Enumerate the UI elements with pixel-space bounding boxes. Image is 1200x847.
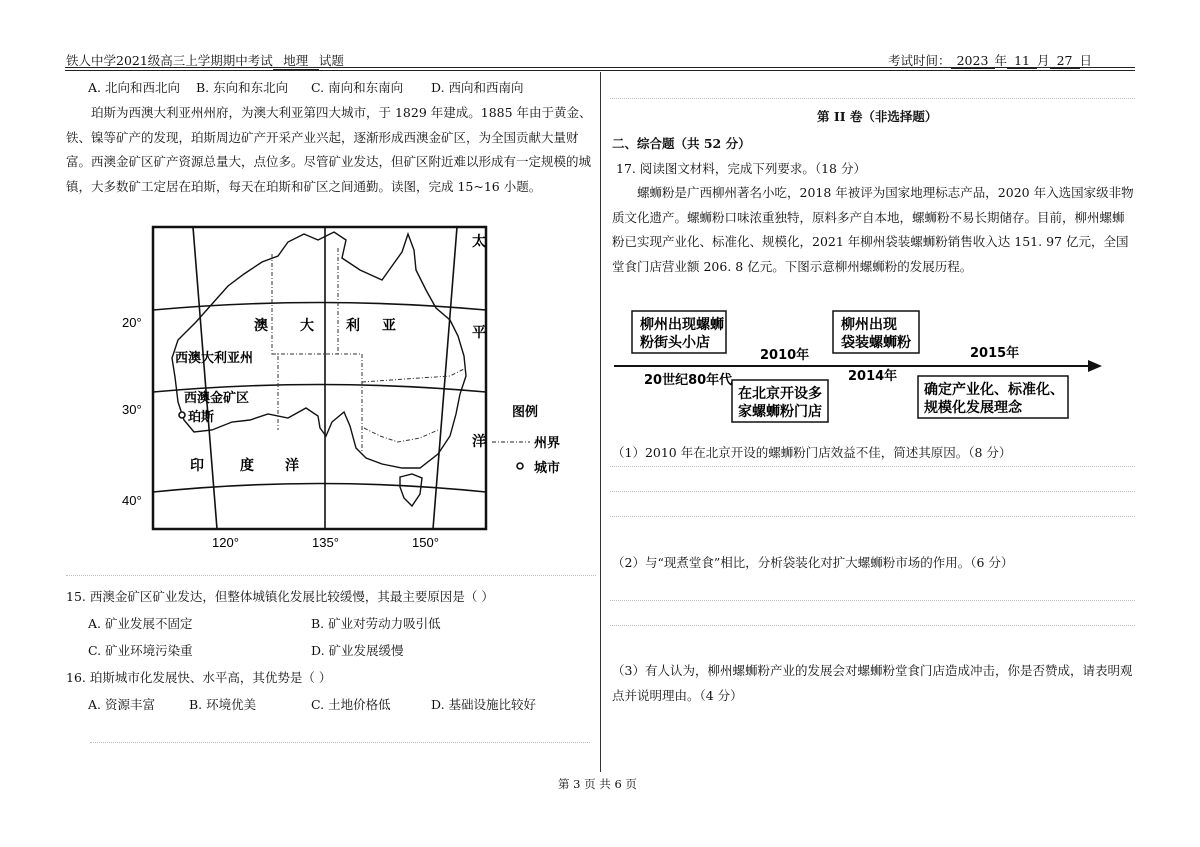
time-label: 考试时间：: [888, 53, 951, 68]
month-unit: 月: [1037, 53, 1050, 68]
q17-sub3: （3）有人认为，柳州螺蛳粉产业的发展会对螺蛳粉堂食门店造成冲击，你是否赞成，请表明观点并说明理由。（4 分）: [612, 663, 1133, 703]
q15-opt-c: C. 矿业环境污染重: [88, 643, 193, 658]
box1-line1: 柳州出现螺蛳: [640, 317, 724, 333]
box1-line2: 粉街头小店: [640, 335, 710, 351]
state-border-qld-nsw: [362, 368, 466, 382]
q16-opt-d: D. 基础设施比较好: [431, 697, 537, 712]
legend-title: 图例: [512, 405, 539, 420]
q15-stem: 15. 西澳金矿区矿业发达，但整体城镇化发展比较缓慢，其最主要原因是（ ）: [66, 589, 494, 604]
map-label-ao: 澳: [254, 318, 268, 334]
state-border-wa: [272, 254, 278, 430]
australia-map: [120, 222, 580, 552]
day-unit: 日: [1079, 53, 1093, 68]
lat-label-40: 40°: [122, 493, 142, 508]
q15-opt-a: A. 矿业发展不固定: [88, 616, 193, 631]
q17-stem: 17. 阅读图文材料，完成下列要求。（18 分）: [616, 161, 866, 176]
section-title: 第 II 卷（非选择题）: [817, 109, 938, 124]
box4-line2: 规模化发展理念: [924, 400, 1022, 416]
lon-label-150: 150°: [412, 535, 439, 550]
map-label-perth: 珀斯: [188, 410, 215, 425]
subject-name: 地理: [273, 51, 319, 70]
year-unit: 年: [994, 53, 1008, 68]
meridian-150: [433, 227, 457, 529]
legend-border-label: 州界: [534, 436, 561, 451]
answer-line: [66, 575, 596, 576]
q15-opt-d: D. 矿业发展缓慢: [311, 643, 404, 658]
map-label-yang2: 洋: [472, 434, 486, 450]
column-separator: [600, 72, 601, 772]
map-label-state: 西澳大利亚州: [175, 351, 254, 366]
lat-label-20: 20°: [122, 315, 142, 330]
legend-city-label: 城市: [534, 461, 561, 476]
q14-opt-c: C. 南向和东南向: [311, 80, 404, 95]
q16-opt-c: C. 土地价格低: [311, 697, 391, 712]
box4-line1: 确定产业化、标准化、: [924, 382, 1064, 398]
legend-city-symbol: [517, 463, 523, 469]
part-title: 二、综合题（共 52 分）: [612, 136, 751, 151]
q14-opt-b: B. 东向和东北向: [196, 80, 289, 95]
exam-day: 27: [1050, 53, 1080, 69]
answer-line: [610, 466, 1135, 467]
box2-line2: 家螺蛳粉门店: [738, 404, 822, 420]
map-label-yang: 洋: [285, 458, 299, 474]
map-label-du: 度: [240, 458, 254, 474]
label-2010: 2010年: [760, 348, 810, 363]
passage-perth: 珀斯为西澳大利亚州州府，为澳大利亚第四大城市，于 1829 年建成。1885 年由于黄金、铁、镍等矿产的发现，珀斯周边矿产开采产业兴起，逐渐形成西澳金矿区，为全国贡献大量财富。西澳金矿区矿产资源总量大，点位多。尽管矿业发达，但矿区附近难以形成有一定规模的城镇，大多数矿工定居在珀斯，每天在珀斯和矿区之间通勤。读图，完成 15~16 小题。: [66, 105, 592, 194]
school-name: 铁人中学2021级高三上学期期中考试: [66, 53, 273, 68]
map-label-yin: 印: [190, 458, 204, 474]
map-label-tai: 太: [472, 234, 486, 250]
q17-passage: 螺蛳粉是广西柳州著名小吃，2018 年被评为国家地理标志产品，2020 年入选国家级非物质文化遗产。螺蛳粉口味浓重独特，原料多产自本地，螺蛳粉不易长期储存。目前，柳州螺蛳粉已实现产业化、标准化、规模化，2021 年柳州袋装螺蛳粉销售收入达 151. 97 亿元，全国堂食门店营业额 206. 8 亿元。下图示意柳州螺蛳粉的发展历程。: [612, 185, 1134, 274]
state-border-nsw-vic: [364, 428, 438, 442]
answer-line: [610, 625, 1135, 626]
q14-opt-d: D. 西向和西南向: [431, 80, 524, 95]
label-1980s: 20世纪80年代: [644, 373, 733, 388]
lon-label-120: 120°: [212, 535, 239, 550]
q15-opt-b: B. 矿业对劳动力吸引低: [311, 616, 441, 631]
label-2014: 2014年: [848, 369, 898, 384]
q16-opt-a: A. 资源丰富: [88, 697, 155, 712]
page-number: 第 3 页 共 6 页: [558, 777, 637, 791]
box2-line1: 在北京开设多: [738, 386, 822, 402]
lat-label-30: 30°: [122, 402, 142, 417]
q16-stem: 16. 珀斯城市化发展快、水平高，其优势是（ ）: [66, 670, 332, 685]
tasmania-outline: [400, 474, 422, 506]
luosifen-timeline: [610, 308, 1110, 426]
australia-outline: [172, 232, 466, 468]
answer-line: [610, 600, 1135, 601]
answer-line: [610, 98, 1135, 99]
timeline-arrow: [1088, 360, 1102, 372]
q14-opt-a: A. 北向和西北向: [88, 80, 180, 95]
exam-month: 11: [1007, 53, 1037, 69]
answer-line: [90, 742, 590, 743]
map-label-ping: 平: [472, 325, 486, 341]
q17-sub1: （1）2010 年在北京开设的螺蛳粉门店效益不佳，简述其原因。（8 分）: [612, 445, 1012, 460]
meridian-120: [193, 227, 217, 529]
map-label-goldfield: 西澳金矿区: [184, 391, 250, 406]
box3-line1: 柳州出现: [841, 317, 897, 333]
map-label-da: 大: [300, 318, 314, 334]
q17-sub2: （2）与“现煮堂食”相比，分析袋装化对扩大螺蛳粉市场的作用。（6 分）: [612, 555, 1014, 570]
label-2015: 2015年: [970, 346, 1020, 361]
answer-line: [610, 516, 1135, 517]
lon-label-135: 135°: [312, 535, 339, 550]
box3-line2: 袋装螺蛳粉: [841, 335, 911, 351]
title-suffix: 试题: [318, 53, 344, 68]
header-rule: [65, 67, 1135, 68]
exam-year: 2023: [951, 53, 995, 69]
answer-line: [610, 491, 1135, 492]
q16-opt-b: B. 环境优美: [189, 697, 257, 712]
map-label-li: 利: [346, 318, 360, 334]
perth-city-marker: [179, 412, 185, 418]
map-label-ya: 亚: [382, 318, 396, 334]
header-rule-thin: [65, 70, 1135, 71]
